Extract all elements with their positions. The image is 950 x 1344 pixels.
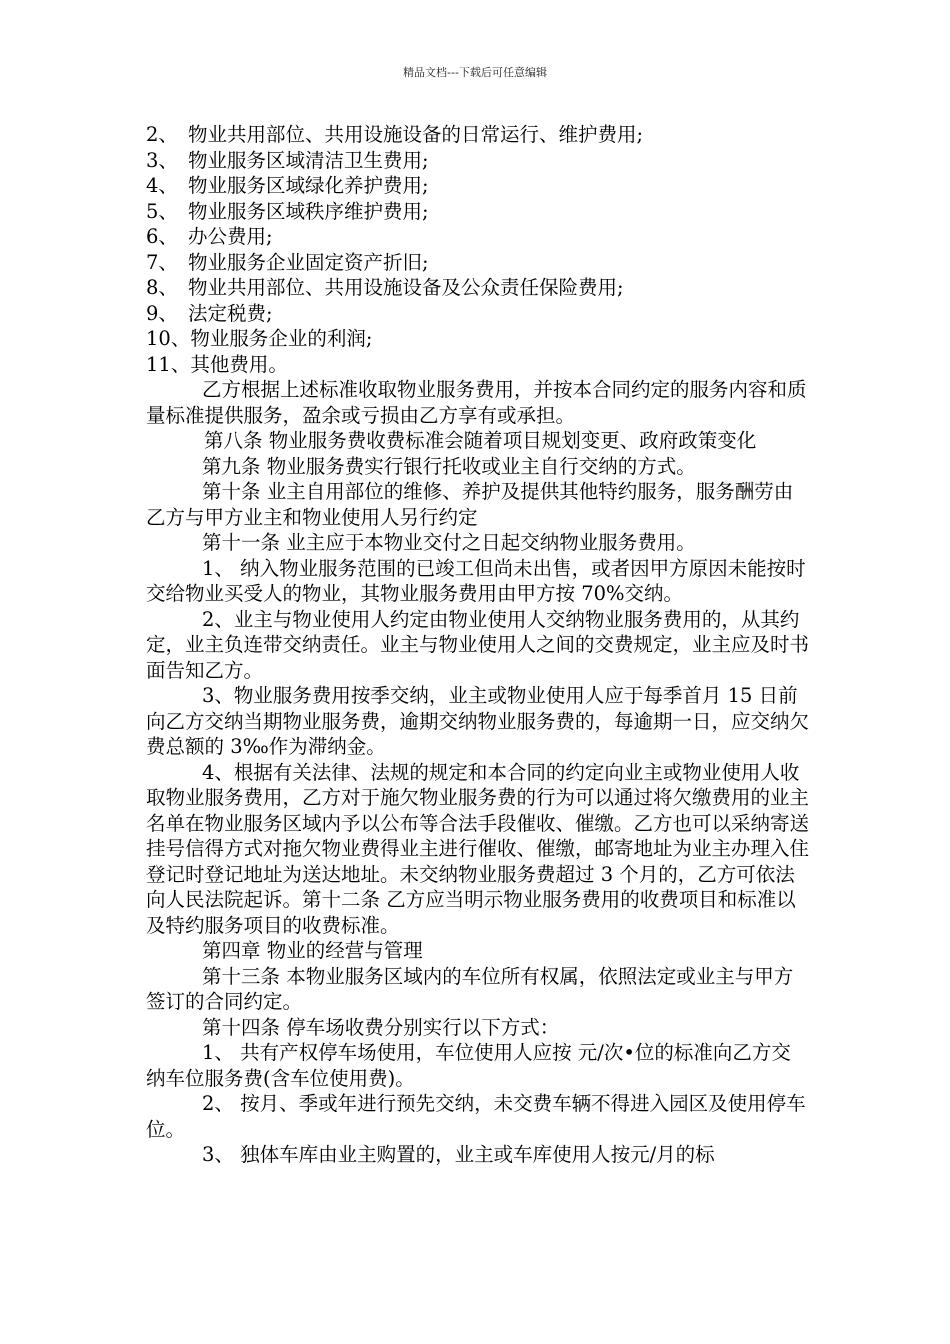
list-text: 物业服务企业固定资产折旧; — [188, 250, 429, 274]
list-item — [146, 275, 810, 301]
list-text: 物业服务区域清洁卫生费用; — [188, 148, 429, 172]
list-number: 6、 — [146, 225, 178, 248]
parking-clause-1: 1、 共有产权停车场使用，车位使用人应按 元/次•位的标准向乙方交纳车位服务费(含车位使用费)。 — [146, 1041, 791, 1090]
chapter-heading: 第四章 物业的经营与管理 — [202, 939, 423, 962]
list-text: 物业服务区域秩序维护费用; — [188, 199, 429, 223]
parking-clause-2: 2、 按月、季或年进行预先交纳，未交费车辆不得进入园区及使用停车位。 — [146, 1092, 806, 1141]
article-13: 第十三条 本物业服务区域内的车位所有权属，依照法定或业主与甲方签订的合同约定。 — [146, 964, 794, 1013]
article-14: 第十四条 停车场收费分别实行以下方式： — [202, 1015, 560, 1039]
article-8: 第八条 物业服务费收费标准会随着项目规划变更、政府政策变化 — [204, 429, 757, 452]
list-number: 3、 — [146, 148, 178, 172]
list-item — [146, 301, 810, 327]
list-text: 其他费用。 — [190, 352, 288, 376]
list-text: 物业共用部位、共用设施设备及公众责任保险费用; — [188, 276, 624, 299]
article-11: 第十一条 业主应于本物业交付之日起交纳物业服务费用。 — [202, 531, 696, 554]
list-number: 4、 — [146, 174, 178, 197]
list-text: 物业服务区域绿化养护费用; — [188, 174, 429, 197]
list-item — [146, 173, 810, 199]
list-item — [146, 326, 810, 352]
parking-clause-3: 3、 独体车库由业主购置的，业主或车库使用人按元/月的标 — [202, 1143, 715, 1166]
list-number: 7、 — [146, 250, 178, 274]
clause-3: 3、物业服务费用按季交纳，业主或物业使用人应于每季首月 15 日前向乙方交纳当期物业服务费，逾期交纳物业服务费的，每逾期一日，应交纳欠费总额的 3‰作为滞纳金。 — [146, 684, 810, 758]
list-item — [146, 199, 810, 225]
list-item — [146, 250, 810, 276]
paragraph: 乙方根据上述标准收取物业服务费用，并按本合同约定的服务内容和质量标准提供服务，盈余或亏损由乙方享有或承担。 — [146, 378, 807, 427]
list-item — [146, 352, 810, 378]
article-10: 第十条 业主自用部位的维修、养护及提供其他特约服务，服务酬劳由乙方与甲方业主和物业使用人另行约定 — [146, 480, 794, 529]
list-number: 2、 — [146, 123, 178, 146]
list-text: 法定税费; — [188, 301, 273, 325]
list-number: 8、 — [146, 276, 178, 299]
list-item — [146, 122, 810, 148]
clause-1: 1、 纳入物业服务范围的已竣工但尚未出售，或者因甲方原因未能按时交给物业买受人的物业，其物业服务费用由甲方按 70%交纳。 — [146, 556, 806, 605]
list-number: 9、 — [146, 301, 178, 325]
list-item — [146, 148, 810, 174]
list-text: 物业服务企业的利润; — [190, 327, 373, 350]
list-text: 办公费用; — [188, 225, 273, 248]
list-number: 5、 — [146, 199, 178, 223]
list-number: 10、 — [146, 327, 191, 350]
document-body — [146, 122, 810, 1168]
page-header: 精品文档---下载后可任意编辑 — [403, 66, 547, 79]
list-number: 11、 — [146, 352, 191, 376]
list-text: 物业共用部位、共用设施设备的日常运行、维护费用; — [188, 123, 644, 146]
list-item — [146, 224, 810, 250]
clause-4: 4、根据有关法律、法规的规定和本合同的约定向业主或物业使用人收取物业服务费用，乙方对于施欠物业服务费的行为可以通过将欠缴费用的业主名单在物业服务区域内予以公布等合法手段催收、催缴。乙方也可以采纳寄送挂号信得方式对拖欠物业费得业主进行催收、催缴，邮寄地址为业主办理入住登记时登记地址为送达地址。未交纳物业服务费超过 3 个月的，乙方可依法向人民法院起诉。第十二条 乙方应当明示物业服务费用的收费项目和标准以及特约服务项目的收费标准。 — [146, 760, 810, 937]
clause-2: 2、业主与物业使用人约定由物业使用人交纳物业服务费用的，从其约定，业主负连带交纳责任。业主与物业使用人之间的交费规定，业主应及时书面告知乙方。 — [146, 607, 810, 682]
article-9: 第九条 物业服务费实行银行托收或业主自行交纳的方式。 — [202, 454, 696, 478]
